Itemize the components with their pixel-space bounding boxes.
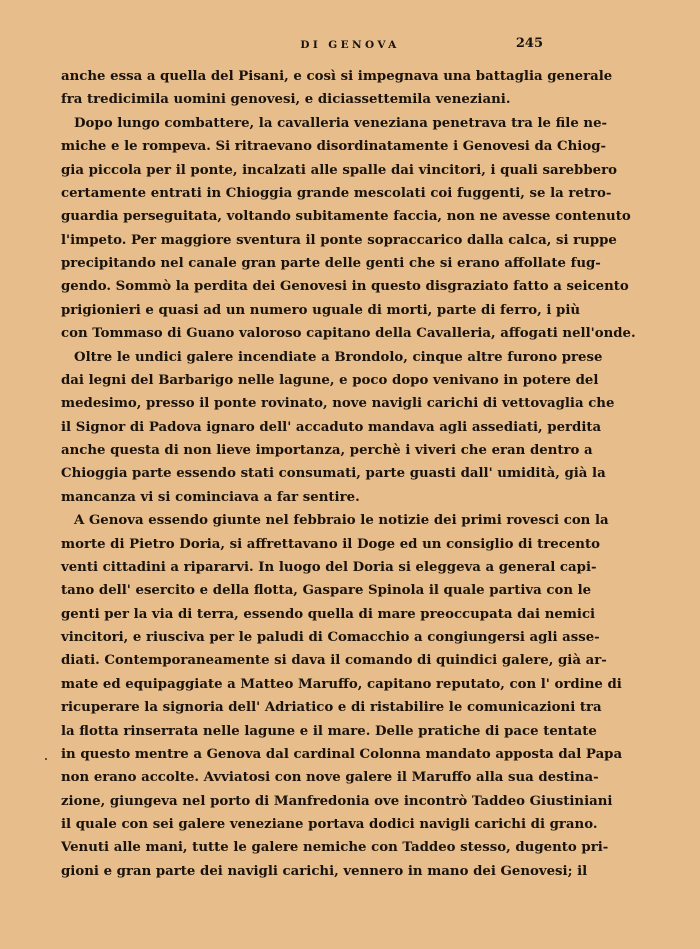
text-line: A Genova essendo giunte nel febbraio le notizie dei primi rovesci con la xyxy=(74,513,609,529)
text-line: il quale con sei galere veneziane portava dodici navigli carichi di grano. xyxy=(61,817,598,832)
text-line: vincitori, e riusciva per le paludi di Comacchio a congiungersi agli asse- xyxy=(61,630,600,645)
text-line: zione, giungeva nel porto di Manfredonia ove incontrò Taddeo Giustiniani xyxy=(61,793,613,809)
text-line: non erano accolte. Avviatosi con nove galere il Maruffo alla sua destina- xyxy=(61,770,599,786)
text-line: ricuperare la signoria dell' Adriatico e di ristabilire le comunicazioni tra xyxy=(61,700,602,716)
text-line: l'impeto. Per maggiore sventura il ponte sopraccarico dalla calca, si ruppe xyxy=(61,232,617,248)
text-line: guardia perseguitata, voltando subitamente faccia, non ne avesse contenuto xyxy=(61,209,631,225)
text-line: miche e le rompeva. Si ritraevano disordinatamente i Genovesi da Chiog- xyxy=(61,139,607,155)
text-line: certamente entrati in Chioggia grande mescolati coi fuggenti, se la retro- xyxy=(61,185,612,201)
text-line: fra tredicimila uomini genovesi, e diciassettemila veneziani. xyxy=(61,92,511,108)
page-number: 245 xyxy=(515,36,543,51)
margin-mark xyxy=(45,758,47,760)
text-line: venti cittadini a ripararvi. In luogo del Doria si eleggeva a general capi- xyxy=(61,559,597,575)
text-line: con Tommaso di Guano valoroso capitano della Cavalleria, affogati nell'onde. xyxy=(61,326,636,342)
text-line: gia piccola per il ponte, incalzati alle spalle dai vincitori, i quali sarebbero xyxy=(61,162,617,178)
body-text xyxy=(61,65,636,883)
text-line: in questo mentre a Genova dal cardinal Colonna mandato apposta dal Papa xyxy=(61,746,623,762)
text-line: mancanza vi si cominciava a far sentire. xyxy=(61,489,360,505)
text-line: medesimo, presso il ponte rovinato, nove navigli carichi di vettovaglia che xyxy=(61,396,615,412)
running-head: DI GENOVA xyxy=(300,39,400,51)
text-line: Dopo lungo combattere, la cavalleria veneziana penetrava tra le file ne- xyxy=(74,115,608,131)
text-line: diati. Contemporaneamente si dava il comando di quindici galere, già ar- xyxy=(61,653,607,669)
text-line: la flotta rinserrata nelle lagune e il mare. Delle pratiche di pace tentate xyxy=(61,723,597,739)
text-line: Chioggia parte essendo stati consumati, parte guasti dall' umidità, già la xyxy=(61,466,606,482)
text-line: gendo. Sommò la perdita dei Genovesi in questo disgraziato fatto a seicento xyxy=(61,279,629,295)
text-line: dai legni del Barbarigo nelle lagune, e poco dopo venivano in potere del xyxy=(61,372,599,388)
text-line: anche questa di non lieve importanza, perchè i viveri che eran dentro a xyxy=(61,443,593,458)
text-line: precipitando nel canale gran parte delle genti che si erano affollate fug- xyxy=(61,256,601,271)
text-line: gioni e gran parte dei navigli carichi, vennero in mano dei Genovesi; il xyxy=(61,863,588,879)
text-line: il Signor di Padova ignaro dell' accaduto mandava agli assediati, perdita xyxy=(61,419,602,435)
text-line: mate ed equipaggiate a Matteo Maruffo, capitano reputato, con l' ordine di xyxy=(61,676,622,692)
text-line: prigionieri e quasi ad un numero uguale di morti, parte di ferro, i più xyxy=(61,302,581,318)
text-line: anche essa a quella del Pisani, e così si impegnava una battaglia generale xyxy=(61,69,613,84)
text-line: tano dell' esercito e della flotta, Gaspare Spinola il quale partiva con le xyxy=(61,583,592,599)
text-line: genti per la via di terra, essendo quella di mare preoccupata dai nemici xyxy=(61,606,596,622)
text-line: morte di Pietro Doria, si affrettavano il Doge ed un consiglio di trecento xyxy=(61,536,600,552)
text-line: Oltre le undici galere incendiate a Brondolo, cinque altre furono prese xyxy=(74,349,603,365)
text-line: Venuti alle mani, tutte le galere nemiche con Taddeo stesso, dugento pri- xyxy=(61,840,609,856)
